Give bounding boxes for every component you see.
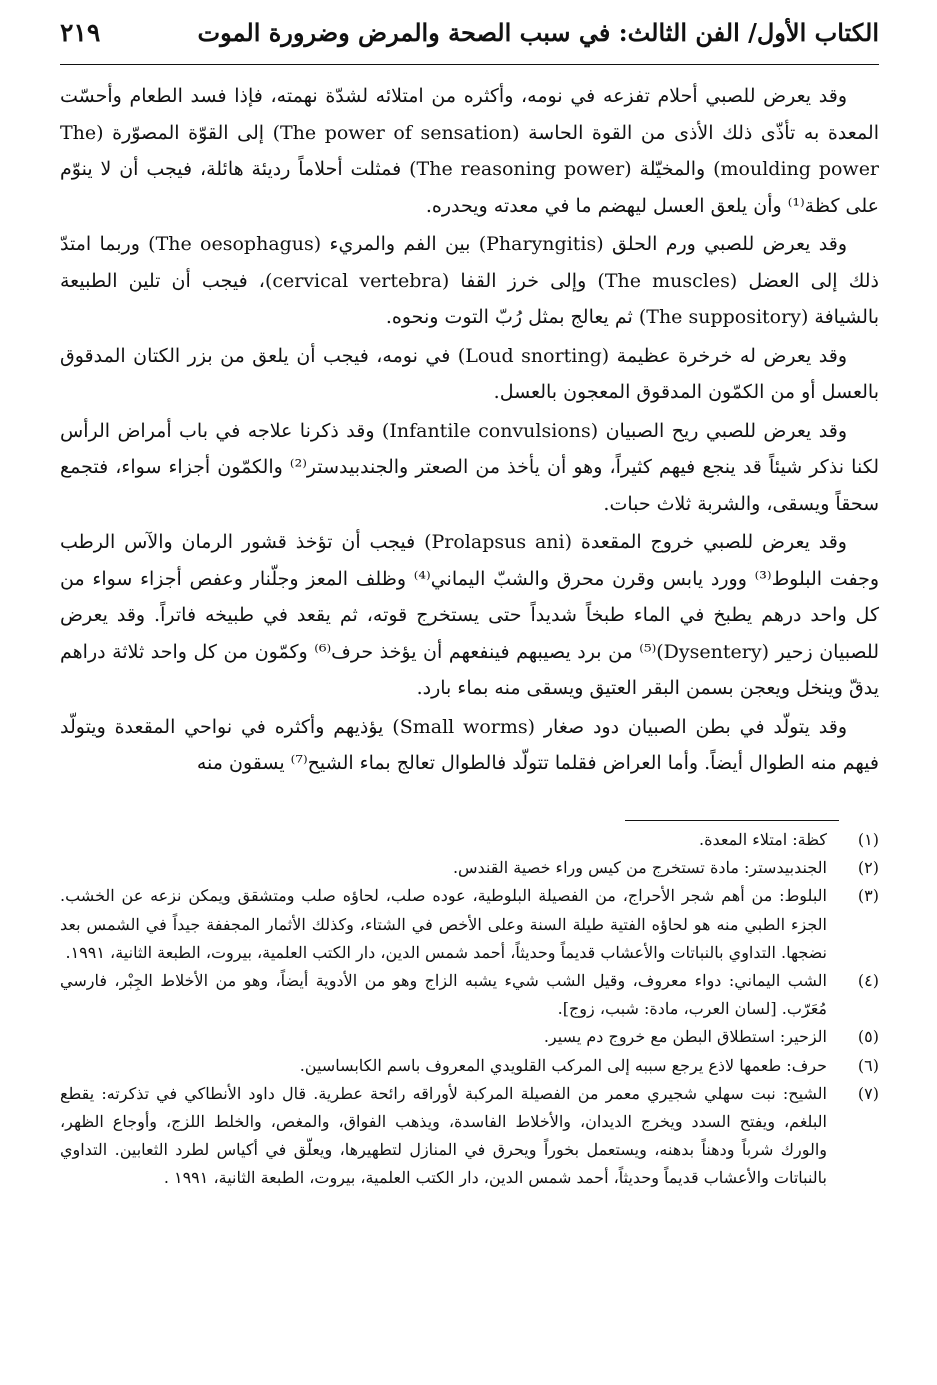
footnote-3 (60, 882, 879, 967)
footnote-number: (٤) (857, 971, 879, 991)
footnote-number: (٥) (857, 1027, 879, 1047)
footnote-number: (٣) (857, 886, 879, 906)
footnote-2 (60, 854, 879, 882)
body-text (60, 78, 879, 784)
footnote-7 (60, 1080, 879, 1193)
footnote-divider (625, 820, 839, 821)
footnote-number: (١) (857, 830, 879, 849)
footnote-text: كظة: امتلاء المعدة. (699, 830, 827, 849)
footnote-text: البلوط: من أهم شجر الأحراج، من الفصيلة البلوطية، عوده صلب، لحاؤه صلب ومتشقق ويمكن نزعه عن الخشب. الجزء الطبي منه هو لحاؤه الفتية طيلة السنة وعلى الأخص في الشتاء، وكذلك الأثمار المجففة جيداً في الشمس بعد نضجها. التداوي بالنباتات والأعشاب قديماً وحديثاً، أحمد شمس الدين، دار الكتب العلمية، بيروت، الطبعة الثانية، ١٩٩١. (60, 886, 828, 962)
paragraph-prolapsus: وقد يعرض للصبي خروج المقعدة (Prolapsus ani) فيجب أن تؤخذ قشور الرمان والآس الرطب وجفت البلوط⁽³⁾ وورد يابس وقرن محرق والشبّ اليماني⁽⁴⁾ وظلف المعز وجلّنار وعفص أجزاء سواء من كل واحد درهم يطبخ في الماء طبخاً شديداً حتى يستخرج قوته، ثم يقعد في طبيخه فاتراً. وقد يعرض للصبيان زحير (Dysentery)⁽⁵⁾ من برد يصيبهم فينفعهم أن يؤخذ حرف⁽⁶⁾ وكمّون من كل واحد ثلاثة دراهم يدقّ وينخل ويعجن بسمن البقر العتيق ويسقى منه بماء بارد. (60, 531, 879, 699)
footnote-text: الزحير: استطلاق البطن مع خروج دم يسير. (543, 1027, 827, 1047)
footnote-6 (60, 1052, 879, 1080)
footnote-number: (٦) (857, 1055, 879, 1075)
paragraph-worms: وقد يتولّد في بطن الصبيان دود صغار (Small worms) يؤذيهم وأكثره في نواحي المقعدة ويتولّد فيهم منه الطوال أيضاً. وأما العراض فقلما تتولّد فالطوال تعالج بماء الشيح⁽⁷⁾ يسقون منه (60, 715, 879, 774)
running-header (60, 18, 879, 58)
footnote-4 (60, 967, 879, 1023)
footnote-5 (60, 1023, 879, 1051)
paragraph-pharyngitis: وقد يعرض للصبي ورم الحلق (Pharyngitis) بين الفم والمريء (The oesophagus) وربما امتدّ ذلك إلى العضل (The muscles) وإلى خرز القفا (cervical vertebra)، فيجب أن تلين الطبيعة بالشيافة (The suppository) ثم يعالج بمثل رُبّ التوت ونحوه. (60, 233, 879, 328)
paragraph-snorting: وقد يعرض له خرخرة عظيمة (Loud snorting) في نومه، فيجب أن يلعق من بزر الكتان المدقوق بالعسل أو من الكمّون المدقوق المعجون بالعسل. (60, 344, 879, 403)
footnote-1 (60, 826, 879, 854)
footnote-number: (٢) (857, 858, 879, 878)
footnote-text: الجندبيدستر: مادة تستخرج من كيس وراء خصية القندس. (452, 858, 827, 878)
page-number: ٢١٩ (60, 18, 101, 47)
footnotes (60, 826, 879, 1193)
footnote-number: (٧) (857, 1083, 879, 1103)
paragraph-convulsions: وقد يعرض للصبي ريح الصبيان (Infantile convulsions) وقد ذكرنا علاجه في باب أمراض الرأس لكنا نذكر شيئاً قد ينجع فيهم كثيراً، وهو أن يأخذ من الصعتر والجندبيدستر⁽²⁾ والكمّون أجزاء سواء، فتجمع سحقاً ويسقى، والشربة ثلاث حبات. (60, 419, 879, 515)
footnote-text: الشيح: نبت سهلي شجيري معمر من الفصيلة المركبة لأوراقه رائحة عطرية. قال داود الأنطاكي في تذكرته: يقطع البلغم، ويفتح السدد ويخرج الديدان، والأخلاط الفاسدة، ويذهب الفواق، والمغص، والخلط اللزج، وأوجاع الظهر، والورك شرباً ودهناً بدهنه، ويستعمل بخوراً ويحرق في المنازل لتطهيرها، ويعلّق في أكياس لطرد الثعابين. التداوي بالنباتات والأعشاب قديماً وحديثاً، أحمد شمس الدين، دار الكتب العلمية، بيروت، الطبعة الثانية، ١٩٩١ . (60, 1083, 827, 1188)
paragraph-nightmares: وقد يعرض للصبي أحلام تفزعه في نومه، وأكثره من امتلائه لشدّة نهمته، فإذا فسد الطعام وأحسّت المعدة به تأذّى ذلك الأذى من القوة الحاسة (The power of sensation) إلى القوّة المصوّرة (The moulding power) والمخيّلة (The reasoning power) فمثلت أحلاماً رديئة هائلة، فيجب أن لا ينوّم على كظة⁽¹⁾ وأن يلعق العسل ليهضم ما في معدته ويحدره. (60, 85, 880, 217)
footnote-text: حرف: طعمها لاذع يرجع سببه إلى المركب القلويدي المعروف باسم الكابساسين. (299, 1055, 827, 1075)
header-divider (60, 64, 879, 65)
footnote-text: الشب اليماني: دواء معروف، وقيل الشب شيء يشبه الزاج وهو من الأدوية أيضاً، وهو من الأخلاط الجِبْر، فارسي مُعَرّب. [لسان العرب، مادة: شبب، زوج]. (60, 971, 828, 1019)
header-title: الكتاب الأول/ الفن الثالث: في سبب الصحة والمرض وضرورة الموت (197, 18, 879, 47)
